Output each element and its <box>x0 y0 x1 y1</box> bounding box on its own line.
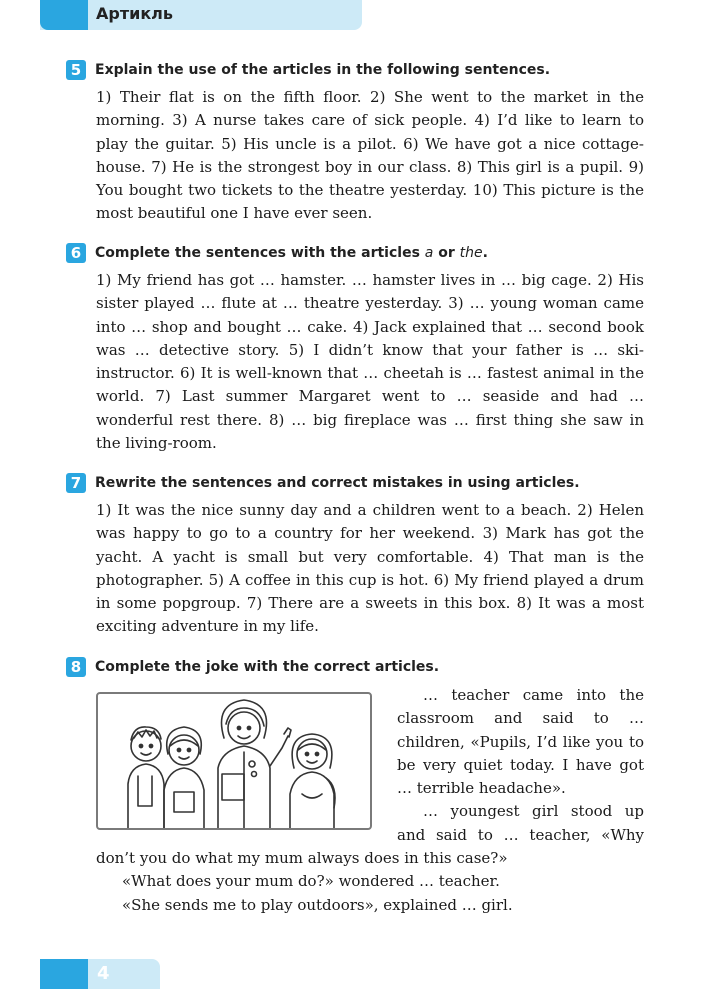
exercise-6 <box>66 243 646 455</box>
exercise-5 <box>66 60 646 226</box>
exercise-number-badge: 5 <box>66 60 86 80</box>
exercise-7-heading <box>66 473 646 493</box>
exercise-8 <box>66 657 646 677</box>
joke-paragraph: … youngest girl stood up and said to … teacher, «Why don’t you do what my mum always does in this case?» <box>96 802 644 868</box>
exercise-instruction: Explain the use of the articles in the following sentences. <box>95 62 551 78</box>
teacher-pupils-drawing-icon <box>98 694 370 828</box>
header-accent-block <box>40 0 88 30</box>
instruction-text-end: . <box>482 245 488 261</box>
exercise-8-heading <box>66 657 646 677</box>
instruction-text-or: or <box>433 245 460 261</box>
exercise-instruction: Complete the joke with the correct articles. <box>95 659 440 675</box>
exercise-text: 1) It was the nice sunny day and a children went to a beach. 2) Helen was happy to go to a country for her weekend. 3) Mark has got the yacht. A yacht is small but very comfortable. 4) That man is the photographer. 5) A coffee in this cup is hot. 6) My friend played a drum in some popgroup. 7) There are a sweets in this box. 8) It was a most exciting adventure in my life. <box>96 501 644 636</box>
exercise-text: 1) Their flat is on the fifth floor. 2) She went to the market in the morning. 3) A nurse takes care of sick people. 4) I’d like to learn to play the guitar. 5) His uncle is a pilot. 6) We have got a nice cottage-house. 7) He is the strongest boy in our class. 8) This girl is a pupil. 9) You bought two tickets to the theatre yesterday. 10) This picture is the most beautiful one I have ever seen. <box>96 88 644 223</box>
exercise-5-heading <box>66 60 646 80</box>
exercise-7 <box>66 473 646 639</box>
joke-paragraph: … teacher came into the classroom and said to … children, «Pupils, I’d like you to be very quiet today. I have got … terrible headache». <box>397 686 644 798</box>
joke-paragraph: «What does your mum do?» wondered … teacher. <box>122 872 500 891</box>
illustration-teacher-and-pupils <box>96 692 372 830</box>
page-number-accent-block <box>40 959 88 989</box>
chapter-header-tab <box>40 0 362 30</box>
instruction-text: Complete the sentences with the articles <box>95 245 425 261</box>
exercise-number-badge: 6 <box>66 243 86 263</box>
joke-paragraph: «She sends me to play outdoors», explained … girl. <box>122 895 513 914</box>
chapter-title: Артикль <box>96 4 174 23</box>
article-the: the <box>459 245 483 261</box>
page-number: 4 <box>97 963 110 984</box>
exercise-number-badge: 7 <box>66 473 86 493</box>
exercise-text: 1) My friend has got … hamster. … hamster lives in … big cage. 2) His sister played … flute at … theatre yesterday. 3) … young woman came into … shop and bought … cake. 4) Jack explained that … second book was … detective story. 5) I didn’t know that your father is … ski-instructor. 6) It is well-known that … cheetah is … fastest animal in the world. 7) Last summer Margaret went to … seaside and had … wonderful rest there. 8) … big fireplace was … first thing she saw in the living-room. <box>96 271 644 453</box>
exercise-instruction: Rewrite the sentences and correct mistakes in using articles. <box>95 475 580 491</box>
article-a: a <box>424 245 434 261</box>
exercise-instruction <box>95 245 488 261</box>
joke-text-block <box>96 684 644 917</box>
exercise-6-heading <box>66 243 646 263</box>
exercise-number-badge: 8 <box>66 657 86 677</box>
